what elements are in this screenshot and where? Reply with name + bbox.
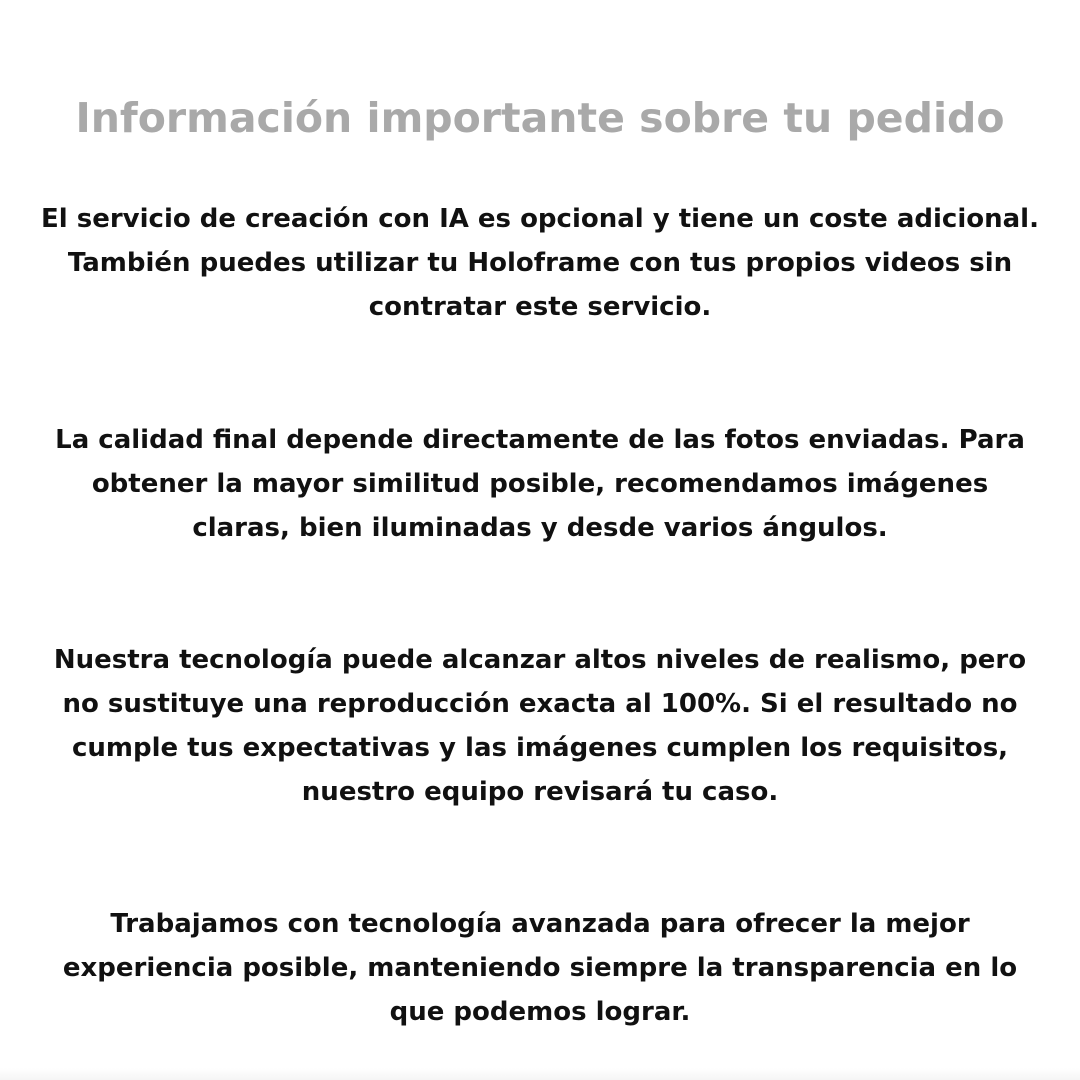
bottom-divider bbox=[0, 1068, 1080, 1080]
paragraph-photo-quality: La calidad final depende directamente de las fotos enviadas. Para obtener la mayor similitud posible, recomendamos imágenes claras, bien iluminadas y desde varios ángulos. bbox=[55, 425, 1025, 543]
page-title: Información importante sobre tu pedido bbox=[75, 94, 1005, 142]
paragraph-realism: Nuestra tecnología puede alcanzar altos niveles de realismo, pero no sustituye una reproducción exacta al 100%. Si el resultado no cumple tus expectativas y las imágenes cumplen los requisitos, nuestro equipo revisará tu caso. bbox=[53, 645, 1027, 807]
paragraph-technology: Trabajamos con tecnología avanzada para ofrecer la mejor experiencia posible, manteniendo siempre la transparencia en lo que podemos lograr. bbox=[62, 909, 1018, 1027]
paragraph-ai-service: El servicio de creación con IA es opcional y tiene un coste adicional. También puedes utilizar tu Holoframe con tus propios videos sin contratar este servicio. bbox=[41, 204, 1039, 322]
